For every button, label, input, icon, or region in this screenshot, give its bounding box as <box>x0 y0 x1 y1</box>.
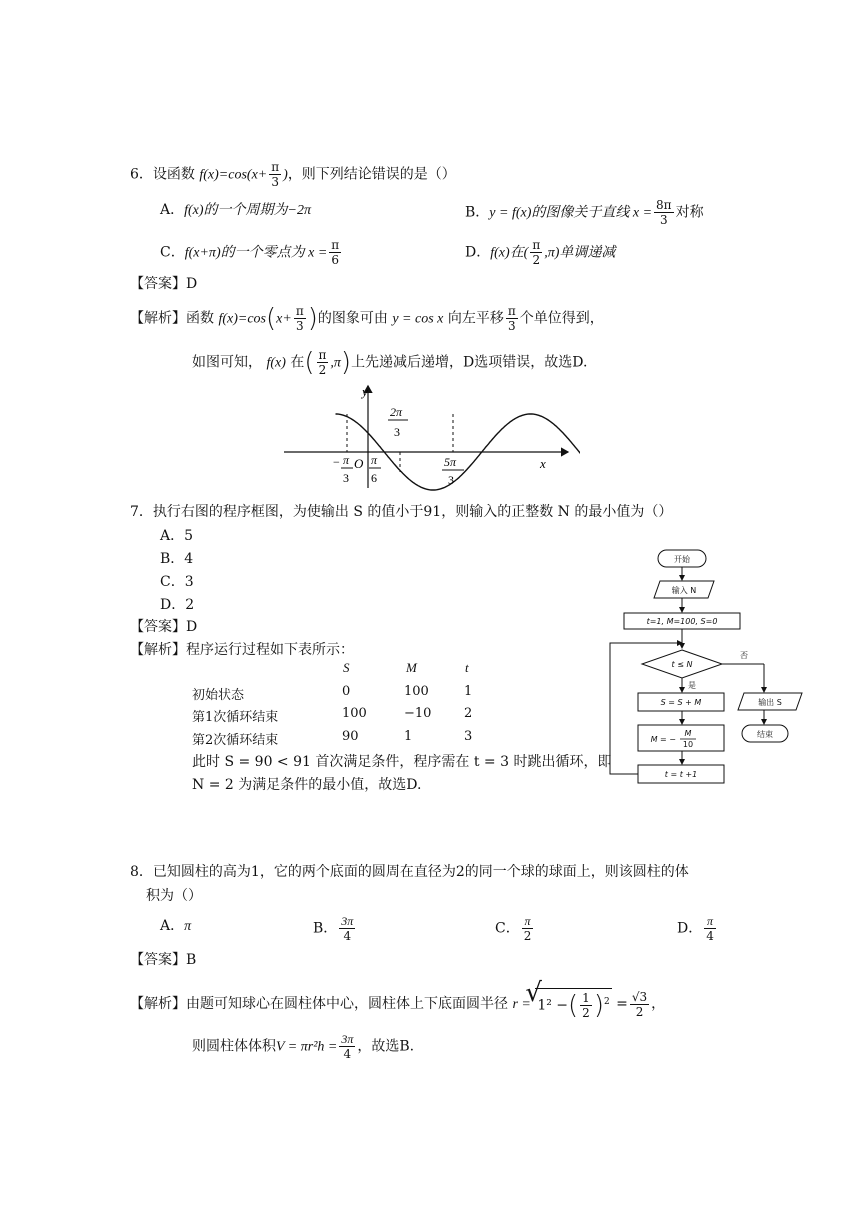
q8-option-d: D． $\frac{\pi}{4}$ <box>677 914 714 943</box>
q6-option-d: D．f(x)在( $\frac{\pi}{2}$ ,π)单调递减 <box>465 238 616 267</box>
table-cell: 3 <box>464 729 473 744</box>
svg-text:开始: 开始 <box>674 555 690 564</box>
q6-cosine-graph <box>280 380 580 492</box>
table-row-label: 第1次循环结束 <box>192 710 279 725</box>
q6-analysis-1: 【解析】函数 f(x)=cos(x+ $\frac{\pi}{3}$ )的图象可由 y = cos x 向左平移 $\frac{\pi}{3}$ 个单位得到， <box>130 303 604 334</box>
q7-option-a: A．5 <box>160 528 194 544</box>
q6-stem-lead: 6．设函数 <box>130 166 195 183</box>
q6-analysis-2: 如图可知， f(x) 在( $\frac{\pi}{2}$ ,π)上先递减后递增，D选项错误，故选D. <box>192 347 588 378</box>
q8-answer: 【答案】B <box>130 952 197 968</box>
flowchart-no-label: 否 <box>740 651 748 660</box>
graph-y-label: y <box>362 384 368 399</box>
q7-option-b: B．4 <box>160 551 194 567</box>
table-header-s: S <box>343 660 350 675</box>
table-row-label: 初始状态 <box>192 688 245 703</box>
q7-answer: 【答案】D <box>130 619 198 635</box>
table-row-label: 第2次循环结束 <box>192 733 279 748</box>
q6-answer: 【答案】D <box>130 276 198 292</box>
svg-text:t ≤ N: t ≤ N <box>671 660 693 669</box>
graph-tick-5pi3-num: 5π <box>444 455 457 469</box>
table-header-t: t <box>465 660 469 675</box>
table-cell: 2 <box>464 706 473 721</box>
q7-flowchart <box>600 540 815 790</box>
q7-option-d: D．2 <box>160 597 195 613</box>
q6-option-c: C．f(x+π)的一个零点为 x = $\frac{\pi}{6}$ <box>160 238 340 267</box>
graph-tick-2pi3-num: 2π <box>390 405 403 419</box>
graph-tick-pi6-num: π <box>371 453 378 467</box>
table-cell: 100 <box>404 684 429 699</box>
graph-origin-label: O <box>354 456 364 471</box>
svg-text:M = −: M = − <box>650 735 676 744</box>
table-cell: 100 <box>342 706 367 721</box>
q6-option-b: B．y = f(x)的图像关于直线 x = $\frac{8\pi}{3}$ 对称 <box>465 198 704 227</box>
graph-tick-2pi3-den: 3 <box>394 425 400 439</box>
svg-text:M: M <box>684 729 692 738</box>
svg-text:10: 10 <box>682 740 694 749</box>
q7-process-table <box>192 660 492 750</box>
table-cell: −10 <box>404 706 432 721</box>
graph-tick-pi6-den: 6 <box>371 471 377 485</box>
q7-conclusion-2: N = 2 为满足条件的最小值，故选D. <box>192 777 422 793</box>
table-cell: 90 <box>342 729 359 744</box>
q8-stem-2: 积为（） <box>146 888 202 904</box>
svg-text:t = t +1: t = t +1 <box>664 770 698 779</box>
q8-radical: √ 1² −( $\frac{1}{2}$ )$^2$ <box>525 978 610 1021</box>
q8-analysis-2: 则圆柱体体积V = πr²h = $\frac{3\pi}{4}$ ，故选B. <box>192 1032 415 1061</box>
q6-stem <box>130 160 456 189</box>
q6-stem-func-close: ) <box>283 167 288 183</box>
q7-analysis-intro: 【解析】程序运行过程如下表所示： <box>130 642 354 658</box>
graph-tick-neg-sign: − <box>333 455 340 469</box>
q6-stem-func: f(x)=cos(x+ <box>199 167 268 183</box>
q6-stem-tail: ，则下列结论错误的是（） <box>287 166 456 183</box>
q8-analysis-1: 【解析】由题可知球心在圆柱体中心，圆柱体上下底面圆半径 r = √ 1² −( $\frac{1}{2}$ )$^2$ = $\frac{√3}{2}$ ， <box>130 978 666 1021</box>
q8-option-c: C． $\frac{\pi}{2}$ <box>495 914 532 943</box>
table-cell: 1 <box>404 729 413 744</box>
svg-text:输出 S: 输出 S <box>758 698 782 707</box>
q7-option-c: C．3 <box>160 574 194 590</box>
graph-x-label: x <box>540 456 546 471</box>
q6-stem-frac: $\frac{\pi}{3}$ <box>271 160 280 189</box>
svg-text:t=1, M=100, S=0: t=1, M=100, S=0 <box>646 617 718 626</box>
table-cell: 0 <box>342 684 351 699</box>
flowchart-yes-label: 是 <box>688 681 696 690</box>
svg-text:S = S + M: S = S + M <box>660 698 702 707</box>
q7-stem: 7．执行右图的程序框图，为使输出 S 的值小于91，则输入的正整数 N 的最小值为（） <box>130 504 673 520</box>
svg-text:输入 N: 输入 N <box>671 586 697 595</box>
graph-tick-5pi3-den: 3 <box>448 473 454 487</box>
graph-tick-neg-den: 3 <box>343 471 349 485</box>
table-header-m: M <box>406 660 417 675</box>
q8-stem-1: 8．已知圆柱的高为1，它的两个底面的圆周在直径为2的同一个球的球面上，则该圆柱的体 <box>130 864 689 880</box>
table-cell: 1 <box>464 684 473 699</box>
svg-text:结束: 结束 <box>757 730 773 739</box>
q7-conclusion-1: 此时 S = 90 < 91 首次满足条件，程序需在 t = 3 时跳出循环，即 <box>192 754 612 770</box>
q8-option-b: B． $\frac{3\pi}{4}$ <box>313 914 354 943</box>
q8-option-a: A．π <box>160 918 192 934</box>
graph-tick-neg-num: π <box>343 453 350 467</box>
q6-option-a: A．f(x)的一个周期为−2π <box>160 202 312 218</box>
